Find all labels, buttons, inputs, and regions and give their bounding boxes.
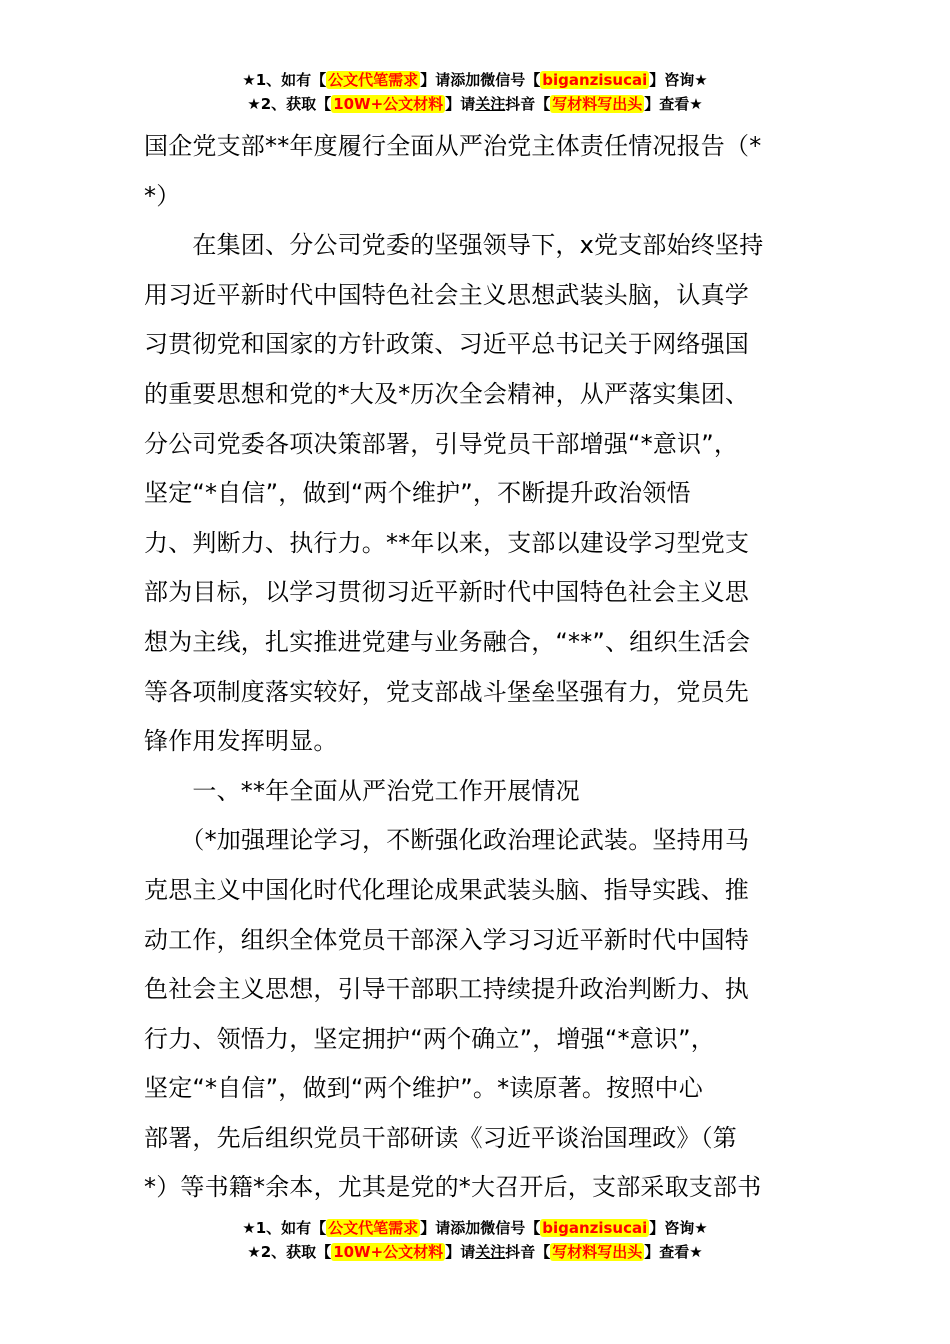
body-line: 动工作，组织全体党员干部深入学习习近平新时代中国特 (144, 925, 749, 954)
highlight-service: 公文代笔需求 (328, 71, 419, 89)
underlined-text: 关注 (475, 1243, 506, 1261)
highlight-douyin: 写材料写出头 (552, 95, 643, 113)
body-line: 分公司党委各项决策部署，引导党员干部增强“*意识”， (144, 429, 739, 458)
banner-text: 】咨询★ (649, 71, 708, 89)
header-banner (0, 68, 950, 116)
body-line: 坚定“*自信”，做到“两个维护”，不断提升政治领悟 (144, 479, 691, 508)
body-line: 部为目标，以学习贯彻习近平新时代中国特色社会主义思 (144, 578, 749, 607)
underlined-text: 关注 (475, 95, 506, 113)
highlight-service: 公文代笔需求 (328, 1219, 419, 1237)
banner-line-1 (0, 1216, 950, 1240)
highlight-wechat-id: biganzisucai (542, 1219, 648, 1237)
document-title: *） (144, 181, 181, 210)
banner-text: 】请 (445, 95, 476, 113)
body-line: 色社会主义思想，引导干部职工持续提升政治判断力、执 (144, 975, 749, 1004)
banner-text: 】咨询★ (649, 1219, 708, 1237)
body-line: 克思主义中国化时代化理论成果武装头脑、指导实践、推 (144, 875, 749, 904)
body-line: 在集团、分公司党委的坚强领导下，x党支部始终坚持 (144, 231, 764, 260)
banner-text: 】查看★ (644, 1243, 703, 1261)
banner-text: ★2、获取【 (247, 95, 332, 113)
highlight-materials: 10W+公文材料 (333, 95, 444, 113)
body-line: 行力、领悟力，坚定拥护“两个确立”，增强“*意识”， (144, 1024, 715, 1053)
highlight-materials: 10W+公文材料 (333, 1243, 444, 1261)
body-line: 坚定“*自信”，做到“两个维护”。*读原著。按照中心 (144, 1074, 703, 1103)
document-body (144, 122, 808, 1213)
body-line: 想为主线，扎实推进党建与业务融合，“**”、组织生活会 (144, 627, 751, 656)
banner-text: ★1、如有【 (242, 71, 327, 89)
body-line: 锋作用发挥明显。 (144, 727, 338, 756)
highlight-wechat-id: biganzisucai (542, 71, 648, 89)
section-heading: 一、**年全面从严治党工作开展情况 (144, 776, 580, 805)
banner-text: 】请添加微信号【 (420, 1219, 541, 1237)
banner-text: 】请 (445, 1243, 476, 1261)
banner-text: ★2、获取【 (247, 1243, 332, 1261)
banner-text: 抖音【 (505, 1243, 551, 1261)
body-line: *）等书籍*余本，尤其是党的*大召开后，支部采取支部书 (144, 1173, 762, 1202)
banner-text: ★1、如有【 (242, 1219, 327, 1237)
banner-text: 】查看★ (644, 95, 703, 113)
banner-line-1 (0, 68, 950, 92)
banner-line-2 (0, 1240, 950, 1264)
footer-banner (0, 1216, 950, 1264)
body-line: 力、判断力、执行力。**年以来，支部以建设学习型党支 (144, 528, 750, 557)
banner-text: 抖音【 (505, 95, 551, 113)
highlight-douyin: 写材料写出头 (552, 1243, 643, 1261)
body-line: （*加强理论学习，不断强化政治理论武装。坚持用马 (144, 826, 750, 855)
body-line: 的重要思想和党的*大及*历次全会精神，从严落实集团、 (144, 379, 750, 408)
body-line: 用习近平新时代中国特色社会主义思想武装头脑，认真学 (144, 280, 749, 309)
banner-text: 】请添加微信号【 (420, 71, 541, 89)
body-line: 习贯彻党和国家的方针政策、习近平总书记关于网络强国 (144, 330, 749, 359)
body-line: 部署，先后组织党员干部研读《习近平谈治国理政》（第 (144, 1123, 737, 1152)
body-line: 等各项制度落实较好，党支部战斗堡垒坚强有力，党员先 (144, 677, 749, 706)
document-title: 国企党支部**年度履行全面从严治党主体责任情况报告（* (144, 132, 762, 160)
banner-line-2 (0, 92, 950, 116)
